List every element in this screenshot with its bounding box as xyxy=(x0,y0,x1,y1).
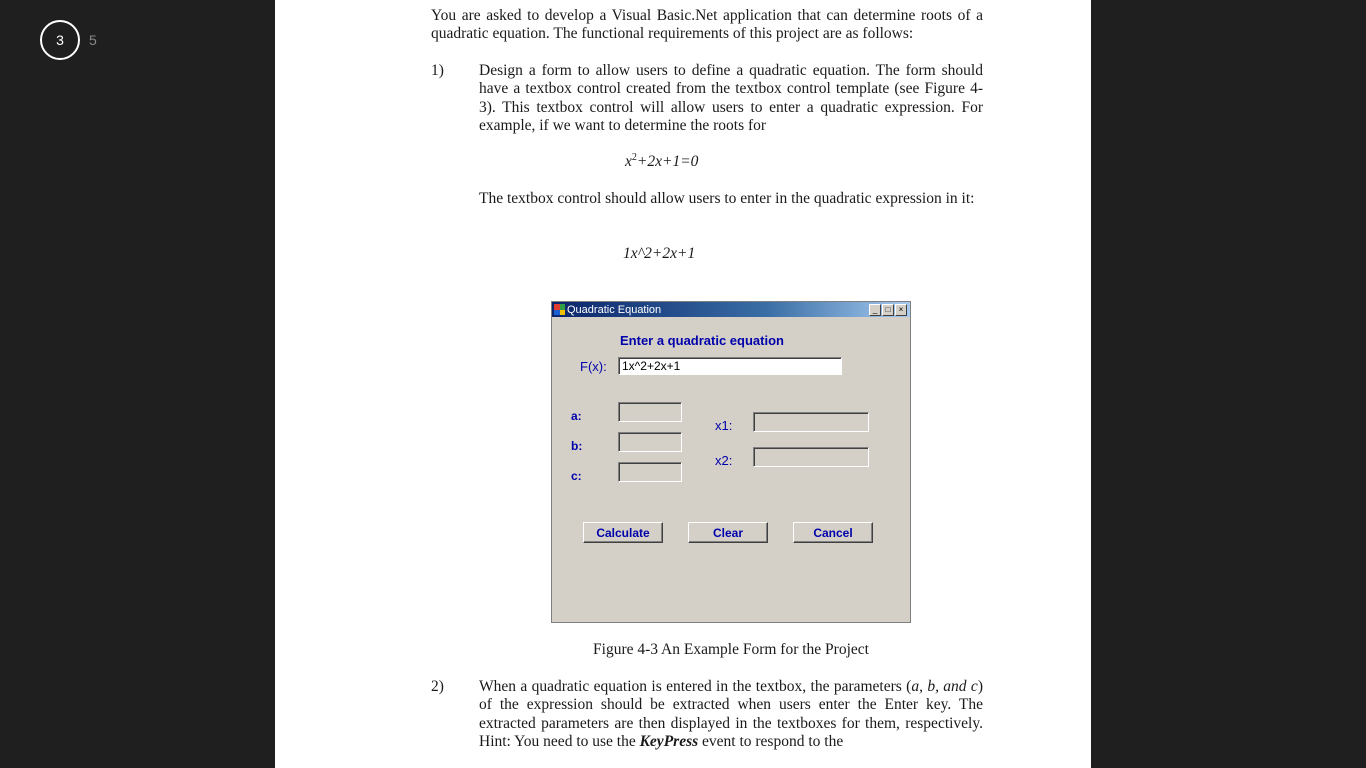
total-pages: 5 xyxy=(89,32,97,48)
b-label: b: xyxy=(571,439,583,453)
item-2-text-italic: a, b, and c xyxy=(911,678,978,695)
intro-paragraph: You are asked to develop a Visual Basic.Net application that can determine roots of a quadratic equation. The functional requirements of this project are as follows: xyxy=(431,7,983,43)
document-page xyxy=(275,0,1091,768)
item-2-text-b: ) of the expression should be extracted when users enter the Enter key. The extracted parameters are then displayed in the textboxes for them, respectively. Hint: You need to use the xyxy=(479,678,983,751)
quadratic-equation-window xyxy=(551,301,911,623)
x2-field[interactable] xyxy=(753,447,869,467)
c-field[interactable] xyxy=(618,462,682,482)
fx-label: F(x): xyxy=(580,359,607,374)
quadratic-expression-input[interactable]: 1x^2+2x+1 xyxy=(618,357,842,375)
x1-field[interactable] xyxy=(753,412,869,432)
app-icon xyxy=(554,304,565,315)
a-label: a: xyxy=(571,409,582,423)
item-2-number: 2) xyxy=(431,678,444,695)
a-field[interactable] xyxy=(618,402,682,422)
equation-1-x: x xyxy=(625,153,632,171)
b-field[interactable] xyxy=(618,432,682,452)
item-1-paragraph-2: The textbox control should allow users to enter in the quadratic expression in it: xyxy=(479,190,975,207)
equation-2: 1x^2+2x+1 xyxy=(623,245,696,262)
equation-1 xyxy=(625,152,698,171)
clear-button[interactable]: Clear xyxy=(688,522,768,543)
item-2-text-a: When a quadratic equation is entered in the textbox, the parameters ( xyxy=(479,678,912,695)
calculate-button[interactable]: Calculate xyxy=(583,522,663,543)
minimize-icon[interactable]: _ xyxy=(869,304,881,316)
item-2-paragraph xyxy=(479,678,983,752)
figure-caption: Figure 4-3 An Example Form for the Project xyxy=(593,641,869,658)
item-1-number: 1) xyxy=(431,62,444,79)
equation-1-rest: +2x+1=0 xyxy=(636,153,699,171)
cancel-button[interactable]: Cancel xyxy=(793,522,873,543)
equation-1-exponent: 2 xyxy=(631,152,637,163)
current-page-badge[interactable]: 3 xyxy=(40,20,80,60)
item-2-text-c: event to respond to the xyxy=(698,733,844,751)
page-indicator xyxy=(40,20,97,60)
window-titlebar xyxy=(552,302,910,317)
window-title: Quadratic Equation xyxy=(567,303,662,316)
keypress-term: KeyPress xyxy=(639,733,699,751)
close-icon[interactable]: × xyxy=(895,304,907,316)
x1-label: x1: xyxy=(715,418,733,433)
x2-label: x2: xyxy=(715,453,733,468)
item-1-paragraph: Design a form to allow users to define a quadratic equation. The form should have a textbox control created from the textbox control template (see Figure 4-3). This textbox control will allow users to enter a quadratic expression. For example, if we want to determine the roots for xyxy=(479,62,983,135)
window-controls xyxy=(869,304,907,316)
maximize-icon[interactable]: □ xyxy=(882,304,894,316)
c-label: c: xyxy=(571,469,582,483)
form-heading: Enter a quadratic equation xyxy=(620,333,784,348)
